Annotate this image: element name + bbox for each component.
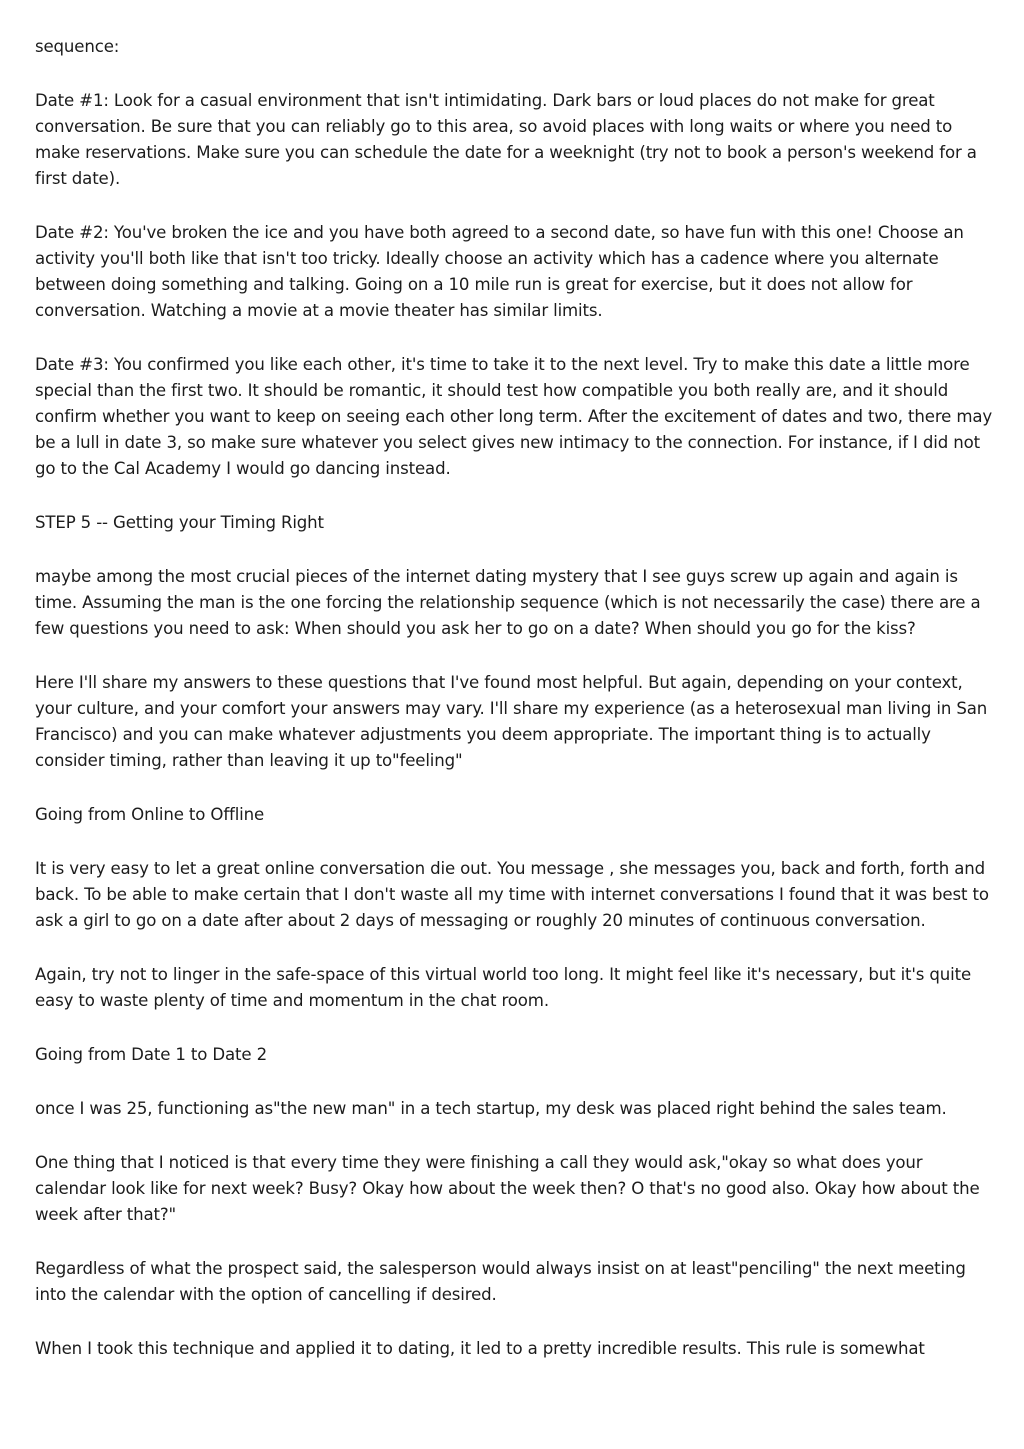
paragraph-penciling: Regardless of what the prospect said, the salesperson would always insist on at least"penciling" the next meeting into the calendar with the option of cancelling if desired. bbox=[35, 1259, 966, 1304]
paragraph-date-2: Date #2: You've broken the ice and you have both agreed to a second date, so have fun with this one! Choose an activity you'll both like that isn't too tricky. Ideally choose an activity which has a cadence where you alternate between doing something and talking. Going on a 10 mile run is great for exercise, but it does not allow for conversation. Watching a movie at a movie theater has similar limits. bbox=[35, 223, 964, 320]
heading-step-5: STEP 5 -- Getting your Timing Right bbox=[35, 513, 324, 532]
paragraph-answers: Here I'll share my answers to these questions that I've found most helpful. But again, depending on your context, your culture, and your comfort your answers may vary. I'll share my experience (as a heterosexual man living in San Francisco) and you can make whatever adjustments you deem appropriate. The important thing is to actually consider timing, rather than leaving it up to"feeling" bbox=[35, 673, 988, 770]
paragraph-online-conversation: It is very easy to let a great online conversation die out. You message , she messages you, back and forth, forth and back. To be able to make certain that I don't waste all my time with internet conversations I found that it was best to ask a girl to go on a date after about 2 days of messaging or roughly 20 minutes of continuous conversation. bbox=[35, 859, 989, 930]
heading-date-1-to-2: Going from Date 1 to Date 2 bbox=[35, 1045, 267, 1064]
paragraph-date-3: Date #3: You confirmed you like each other, it's time to take it to the next level. Try to make this date a little more special than the first two. It should be romantic, it should test how compatible you both really are, and it should confirm whether you want to keep on seeing each other long term. After the excitement of dates and two, there may be a lull in date 3, so make sure whatever you select gives new intimacy to the connection. For instance, if I did not go to the Cal Academy I would go dancing instead. bbox=[35, 355, 993, 478]
paragraph-safe-space: Again, try not to linger in the safe-space of this virtual world too long. It might feel like it's necessary, but it's quite easy to waste plenty of time and momentum in the chat room. bbox=[35, 965, 972, 1010]
paragraph-date-1: Date #1: Look for a casual environment that isn't intimidating. Dark bars or loud places do not make for great conversation. Be sure that you can reliably go to this area, so avoid places with long waits or where you need to make reservations. Make sure you can schedule the date for a weeknight (try not to book a person's weekend for a first date). bbox=[35, 91, 977, 188]
heading-online-to-offline: Going from Online to Offline bbox=[35, 805, 265, 824]
paragraph-tech-startup: once I was 25, functioning as"the new man" in a tech startup, my desk was placed right behind the sales team. bbox=[35, 1099, 947, 1118]
paragraph-sales-calls: One thing that I noticed is that every time they were finishing a call they would ask,"okay so what does your calendar look like for next week? Busy? Okay how about the week then? O that's no good also. Okay how about the week after that?" bbox=[35, 1153, 980, 1224]
paragraph-sequence-label: sequence: bbox=[35, 37, 120, 56]
paragraph-technique: When I took this technique and applied it to dating, it led to a pretty incredible results. This rule is somewhat bbox=[35, 1339, 925, 1358]
document-body bbox=[35, 34, 993, 1362]
paragraph-timing-intro: maybe among the most crucial pieces of the internet dating mystery that I see guys screw up again and again is time. Assuming the man is the one forcing the relationship sequence (which is not necessarily the case) there are a few questions you need to ask: When should you ask her to go on a date? When should you go for the kiss? bbox=[35, 567, 981, 638]
